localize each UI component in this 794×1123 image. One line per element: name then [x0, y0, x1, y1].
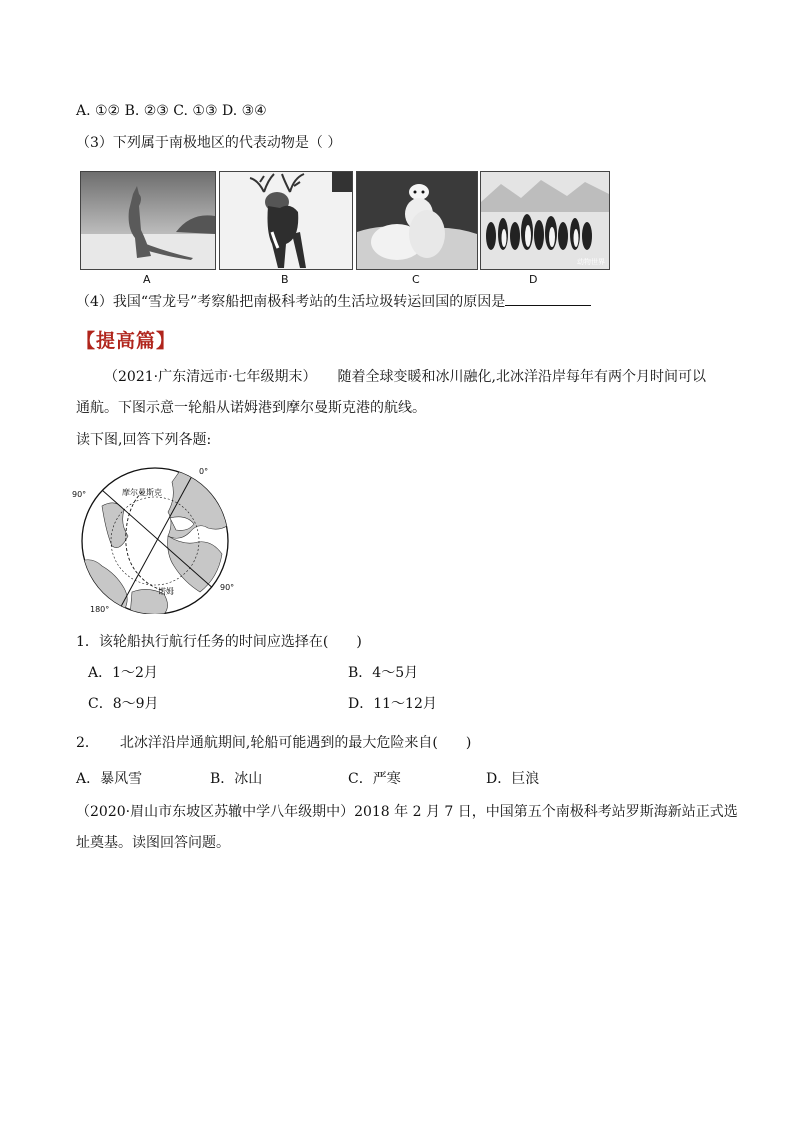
passage-2-line-2: 址奠基。读图回答问题。 — [76, 835, 230, 851]
map-label-murmansk: 摩尔曼斯克 — [122, 488, 162, 497]
map-label-bottom: 180° — [90, 605, 110, 614]
photo-a-kangaroo — [80, 171, 216, 270]
photo-label-b: B — [281, 273, 289, 286]
q2-option-d: D．巨浪 — [486, 771, 540, 787]
photo-c-arctic-fox — [356, 171, 478, 270]
question-4 — [76, 291, 591, 312]
q-prev-options: A. ①② B. ②③ C. ①③ D. ③④ — [76, 103, 267, 119]
map-label-right: 90° — [220, 583, 235, 592]
passage-2-line-1: （2020·眉山市东坡区苏辙中学八年级期中）2018 年 2 月 7 日，中国第五个南极科考站罗斯海新站正式选 — [76, 804, 738, 820]
q2-option-b: B．冰山 — [210, 771, 263, 787]
map-label-left: 90° — [72, 490, 87, 499]
map-label-nome: 诺姆 — [158, 587, 174, 596]
q2-option-a: A．暴风雪 — [76, 771, 143, 787]
q1-option-a: A．1～2月 — [88, 665, 158, 681]
question-4-text: （4）我国“雪龙号”考察船把南极科考站的生活垃圾转运回国的原因是 — [76, 294, 506, 310]
photo-watermark: 动物世界 — [577, 258, 605, 266]
q1-option-b: B．4～5月 — [348, 665, 419, 681]
question-1-text: 1．该轮船执行航行任务的时间应选择在( ) — [76, 634, 362, 650]
arctic-route-map — [72, 462, 237, 614]
q1-option-d: D．11～12月 — [348, 696, 437, 712]
q1-option-c: C．8～9月 — [88, 696, 159, 712]
question-2-text: 2． 北冰洋沿岸通航期间,轮船可能遇到的最大危险来自( ) — [76, 735, 472, 751]
photo-label-a: A — [143, 273, 151, 286]
passage-1-line-1: （2021·广东清远市·七年级期末） 随着全球变暖和冰川融化,北冰洋沿岸每年有两个月时间可以 — [104, 369, 706, 385]
section-title: 【提高篇】 — [76, 330, 177, 352]
question-3-text: （3）下列属于南极地区的代表动物是（ ） — [76, 135, 342, 151]
answer-blank — [505, 291, 591, 306]
passage-1-line-2: 通航。下图示意一轮船从诺姆港到摩尔曼斯克港的航线。 — [76, 400, 426, 416]
passage-1-line-3: 读下图,回答下列各题: — [76, 432, 212, 448]
q2-option-c: C．严寒 — [348, 771, 401, 787]
photo-label-c: C — [412, 273, 420, 286]
map-label-top: 0° — [199, 467, 209, 476]
photo-b-reindeer — [219, 171, 353, 270]
photo-label-d: D — [529, 273, 538, 286]
photo-d-penguins — [480, 171, 610, 270]
